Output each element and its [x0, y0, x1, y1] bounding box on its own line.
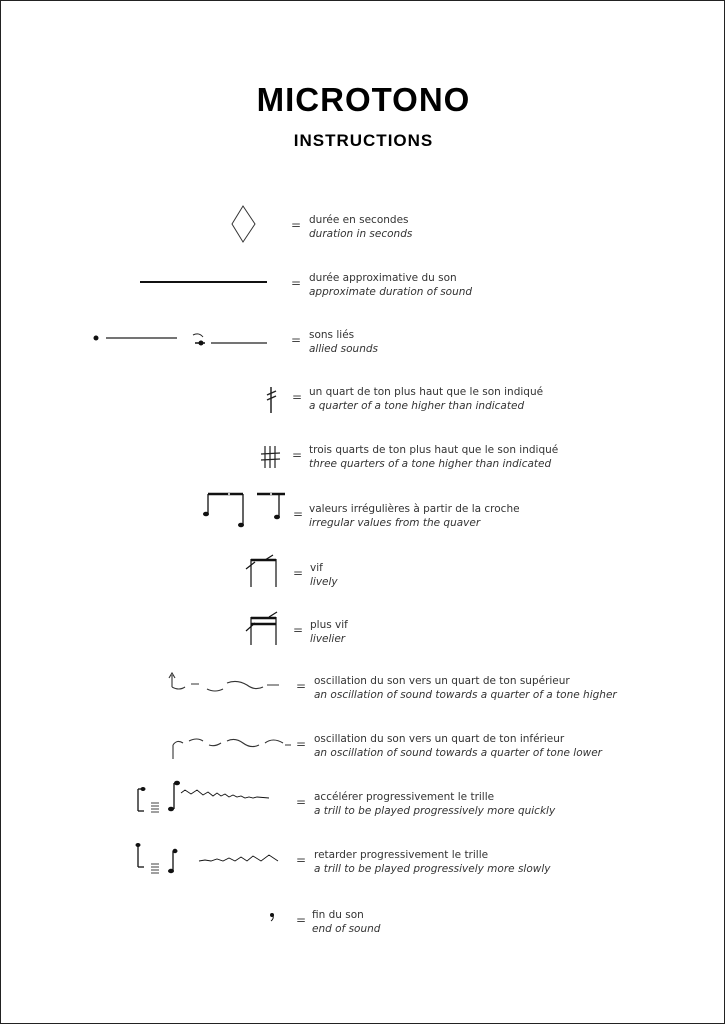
equals-sign: =: [293, 623, 304, 637]
equals-sign: =: [296, 737, 307, 751]
french-description: retarder progressivement le trille: [314, 849, 489, 861]
single-beam-icon: [243, 553, 279, 589]
breath-comma-icon: [269, 911, 277, 923]
trill-accelerando-icon: [133, 777, 273, 817]
entry-wave-down: [314, 732, 602, 760]
entry-breath-comma: [312, 908, 380, 936]
equals-sign: =: [291, 218, 302, 232]
french-description: plus vif: [310, 619, 348, 631]
equals-sign: =: [292, 390, 303, 404]
english-description: a trill to be played progressively more quickly: [314, 805, 556, 817]
equals-sign: =: [296, 679, 307, 693]
english-description: allied sounds: [309, 343, 378, 355]
french-description: un quart de ton plus haut que le son indiqué: [309, 386, 544, 398]
equals-sign: =: [296, 853, 307, 867]
equals-sign: =: [292, 448, 303, 462]
french-description: trois quarts de ton plus haut que le son indiqué: [309, 444, 559, 456]
thick-line-icon: [139, 279, 269, 285]
english-description: livelier: [310, 633, 346, 645]
page-title: MICROTONO: [256, 81, 471, 118]
wave-down-icon: [167, 733, 293, 761]
english-description: three quarters of a tone higher than indicated: [309, 458, 552, 470]
entry-wave-up: [314, 674, 617, 702]
english-description: end of sound: [312, 923, 381, 935]
english-description: a trill to be played progressively more slowly: [314, 863, 551, 875]
equals-sign: =: [293, 566, 304, 580]
english-description: approximate duration of sound: [309, 286, 473, 298]
entry-trill-accelerando: [314, 790, 555, 818]
french-description: accélérer progressivement le trille: [314, 791, 495, 803]
french-description: durée approximative du son: [309, 272, 457, 284]
french-description: vif: [310, 562, 323, 574]
entry-three-quarter-sharp: [309, 443, 558, 471]
entry-diamond-note: [309, 213, 412, 241]
tied-lines-icon: [91, 329, 271, 349]
three-quarter-sharp-icon: [260, 445, 282, 469]
trill-ritardando-icon: [133, 839, 283, 879]
quarter-sharp-icon: [266, 385, 278, 415]
entry-double-beam: [310, 618, 348, 646]
equals-sign: =: [296, 795, 307, 809]
french-description: sons liés: [309, 329, 355, 341]
english-description: an oscillation of sound towards a quarter of a tone higher: [314, 689, 617, 701]
equals-sign: =: [291, 333, 302, 347]
entry-thick-line: [309, 271, 472, 299]
french-description: durée en secondes: [309, 214, 409, 226]
english-description: lively: [310, 576, 338, 588]
entry-trill-ritardando: [314, 848, 550, 876]
french-description: oscillation du son vers un quart de ton inférieur: [314, 733, 565, 745]
wave-up-icon: [167, 671, 287, 697]
english-description: irregular values from the quaver: [309, 517, 481, 529]
diamond-note-icon: [231, 204, 257, 244]
english-description: a quarter of a tone higher than indicated: [309, 400, 525, 412]
french-description: fin du son: [312, 909, 364, 921]
equals-sign: =: [296, 913, 307, 927]
entry-irregular-quavers: [309, 502, 520, 530]
equals-sign: =: [291, 276, 302, 290]
entry-single-beam: [310, 561, 338, 589]
entry-tied-lines: [309, 328, 378, 356]
french-description: oscillation du son vers un quart de ton supérieur: [314, 675, 570, 687]
double-beam-icon: [243, 611, 279, 647]
irregular-quavers-icon: [201, 491, 293, 529]
page-subtitle: INSTRUCTIONS: [293, 131, 434, 150]
equals-sign: =: [293, 507, 304, 521]
english-description: an oscillation of sound towards a quarter of tone lower: [314, 747, 602, 759]
english-description: duration in seconds: [309, 228, 413, 240]
entry-quarter-sharp: [309, 385, 543, 413]
french-description: valeurs irrégulières à partir de la croche: [309, 503, 520, 515]
